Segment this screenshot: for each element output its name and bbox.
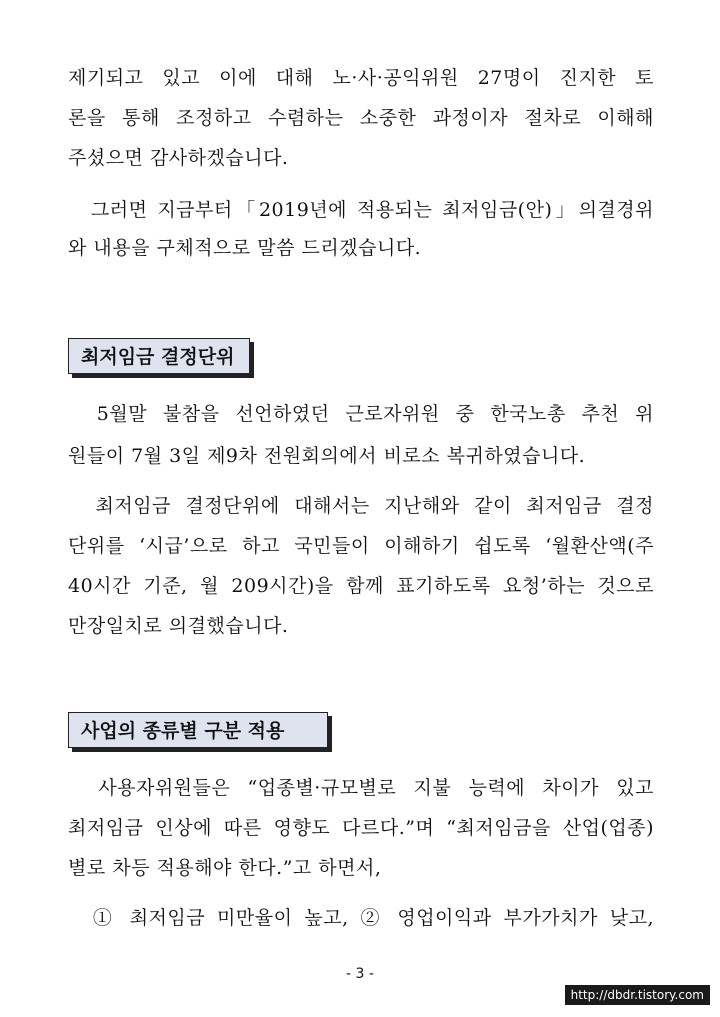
- body-text-line: 그러면 지금부터「2019년에 적용되는 최저임금(안)」의결경위: [68, 199, 654, 221]
- body-text-line: 와 내용을 구체적으로 말씀 드리겠습니다.: [68, 237, 422, 259]
- body-text-line: 최저임금 결정단위에 대해서는 지난해와 같이 최저임금 결정: [68, 495, 654, 517]
- body-text-line: 사용자위원들은 “업종별·규모별로 지불 능력에 차이가 있고: [68, 777, 654, 799]
- body-text-line: 주셨으면 감사하겠습니다.: [68, 147, 289, 169]
- body-text-line: 40시간 기준, 월 209시간)을 함께 표기하도록 요청’하는 것으로: [68, 575, 654, 597]
- section-heading-wage-unit: 최저임금 결정단위: [68, 338, 250, 374]
- body-text-line: 단위를 ‘시급’으로 하고 국민들이 이해하기 쉽도록 ‘월환산액(주: [68, 535, 654, 557]
- body-text-line: ① 최저임금 미만율이 높고, ② 영업이익과 부가가치가 낮고,: [68, 907, 654, 929]
- body-text-line: 최저임금 인상에 따른 영향도 다르다.”며 “최저임금을 산업(업종): [68, 817, 654, 839]
- body-text-line: 만장일치로 의결했습니다.: [68, 615, 289, 637]
- body-text-line: 원들이 7월 3일 제9차 전원회의에서 비로소 복귀하였습니다.: [68, 445, 586, 467]
- watermark-url: http://dbdr.tistory.com: [565, 985, 710, 1005]
- body-text-line: 5월말 불참을 선언하였던 근로자위원 중 한국노총 추천 위: [68, 403, 654, 425]
- body-text-line: 론을 통해 조정하고 수렴하는 소중한 과정이자 절차로 이해해: [68, 107, 654, 129]
- body-text-line: 별로 차등 적용해야 한다.”고 하면서,: [68, 857, 382, 879]
- body-text-line: 제기되고 있고 이에 대해 노·사·공익위원 27명이 진지한 토: [68, 67, 654, 89]
- section-heading-industry-classification: 사업의 종류별 구분 적용: [68, 712, 328, 748]
- page-number: - 3 -: [346, 966, 374, 982]
